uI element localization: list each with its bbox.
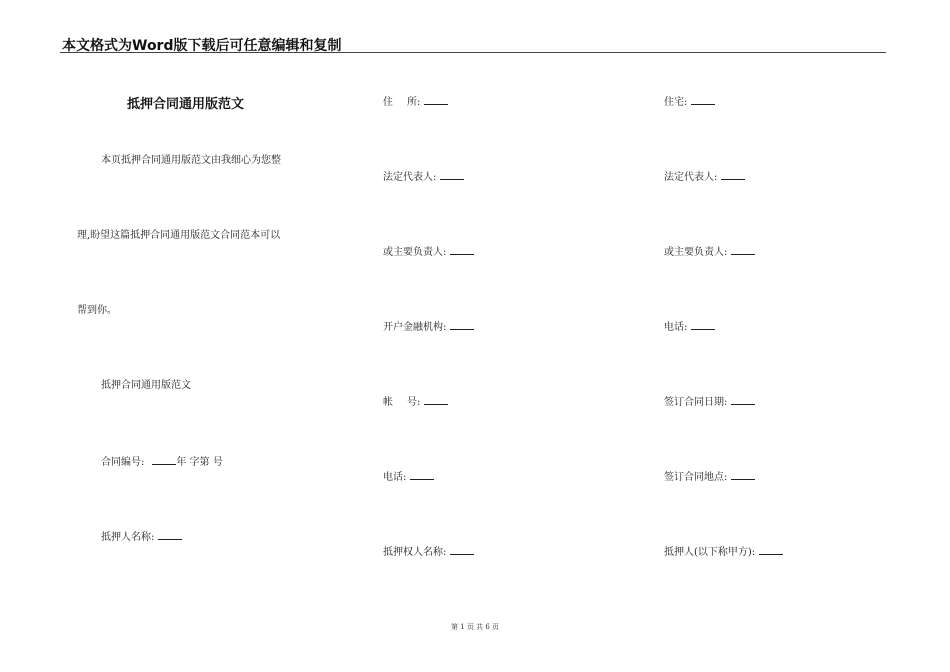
page-number: 第 1 页 共 6 页 xyxy=(450,623,500,631)
intro-line-3: 帮到你。 xyxy=(77,305,117,316)
phone-line-b xyxy=(383,470,434,484)
sign-date-label: 签订合同日期: xyxy=(664,397,728,408)
sign-date-blank xyxy=(731,395,755,405)
subtitle: 抵押合同通用版范文 xyxy=(101,380,191,391)
sign-place-line xyxy=(664,470,755,484)
address-label-a: 住 xyxy=(383,97,393,108)
legal-rep-label-b: 法定代表人: xyxy=(383,172,437,183)
address-label-b: 所: xyxy=(407,97,421,108)
address-blank xyxy=(424,95,448,105)
principal-line-b xyxy=(383,245,474,259)
residence-line xyxy=(664,95,715,109)
header-divider xyxy=(60,52,886,53)
legal-rep-blank-b xyxy=(440,170,464,180)
phone-blank-b xyxy=(410,470,434,480)
address-line xyxy=(383,95,448,109)
mortgagor-name-blank xyxy=(158,530,182,540)
sign-place-label: 签订合同地点: xyxy=(664,472,728,483)
mortgagor-party-blank xyxy=(759,545,783,555)
phone-label-c: 电话: xyxy=(664,322,688,333)
principal-blank-c xyxy=(731,245,755,255)
account-blank xyxy=(424,395,448,405)
bank-label: 开户金融机构: xyxy=(383,322,447,333)
contract-number-blank xyxy=(152,455,176,465)
mortgagee-name-blank xyxy=(450,545,474,555)
principal-label-b: 或主要负责人: xyxy=(383,247,447,258)
document-title: 抵押合同通用版范文 xyxy=(127,97,245,112)
legal-rep-line-c xyxy=(664,170,745,184)
sign-place-blank xyxy=(731,470,755,480)
mortgagee-name-line xyxy=(383,545,474,559)
residence-label: 住宅: xyxy=(664,97,688,108)
intro-line-1: 本页抵押合同通用版范文由我细心为您整 xyxy=(101,155,281,166)
account-label-a: 帐 xyxy=(383,397,393,408)
phone-blank-c xyxy=(691,320,715,330)
contract-number-tail: 年 字第 号 xyxy=(176,457,223,468)
mortgagor-name-label: 抵押人名称: xyxy=(101,532,155,543)
mortgagee-name-label: 抵押权人名称: xyxy=(383,547,447,558)
bank-line xyxy=(383,320,474,334)
principal-label-c: 或主要负责人: xyxy=(664,247,728,258)
mortgagor-name-line xyxy=(101,530,182,544)
legal-rep-blank-c xyxy=(721,170,745,180)
mortgagor-party-line xyxy=(664,545,783,559)
mortgagor-party-label: 抵押人(以下称甲方): xyxy=(664,547,756,558)
phone-label-b: 电话: xyxy=(383,472,407,483)
residence-blank xyxy=(691,95,715,105)
legal-rep-line-b xyxy=(383,170,464,184)
sign-date-line xyxy=(664,395,755,409)
phone-line-c xyxy=(664,320,715,334)
principal-blank-b xyxy=(450,245,474,255)
account-label-b: 号: xyxy=(407,397,421,408)
contract-number-line xyxy=(101,455,223,469)
bank-blank xyxy=(450,320,474,330)
intro-line-2: 理,盼望这篇抵押合同通用版范文合同范本可以 xyxy=(77,230,281,241)
contract-number-label: 合同编号: xyxy=(101,457,145,468)
page-header: 本文格式为Word版下载后可任意编辑和复制 xyxy=(62,38,342,54)
account-line xyxy=(383,395,448,409)
principal-line-c xyxy=(664,245,755,259)
legal-rep-label-c: 法定代表人: xyxy=(664,172,718,183)
